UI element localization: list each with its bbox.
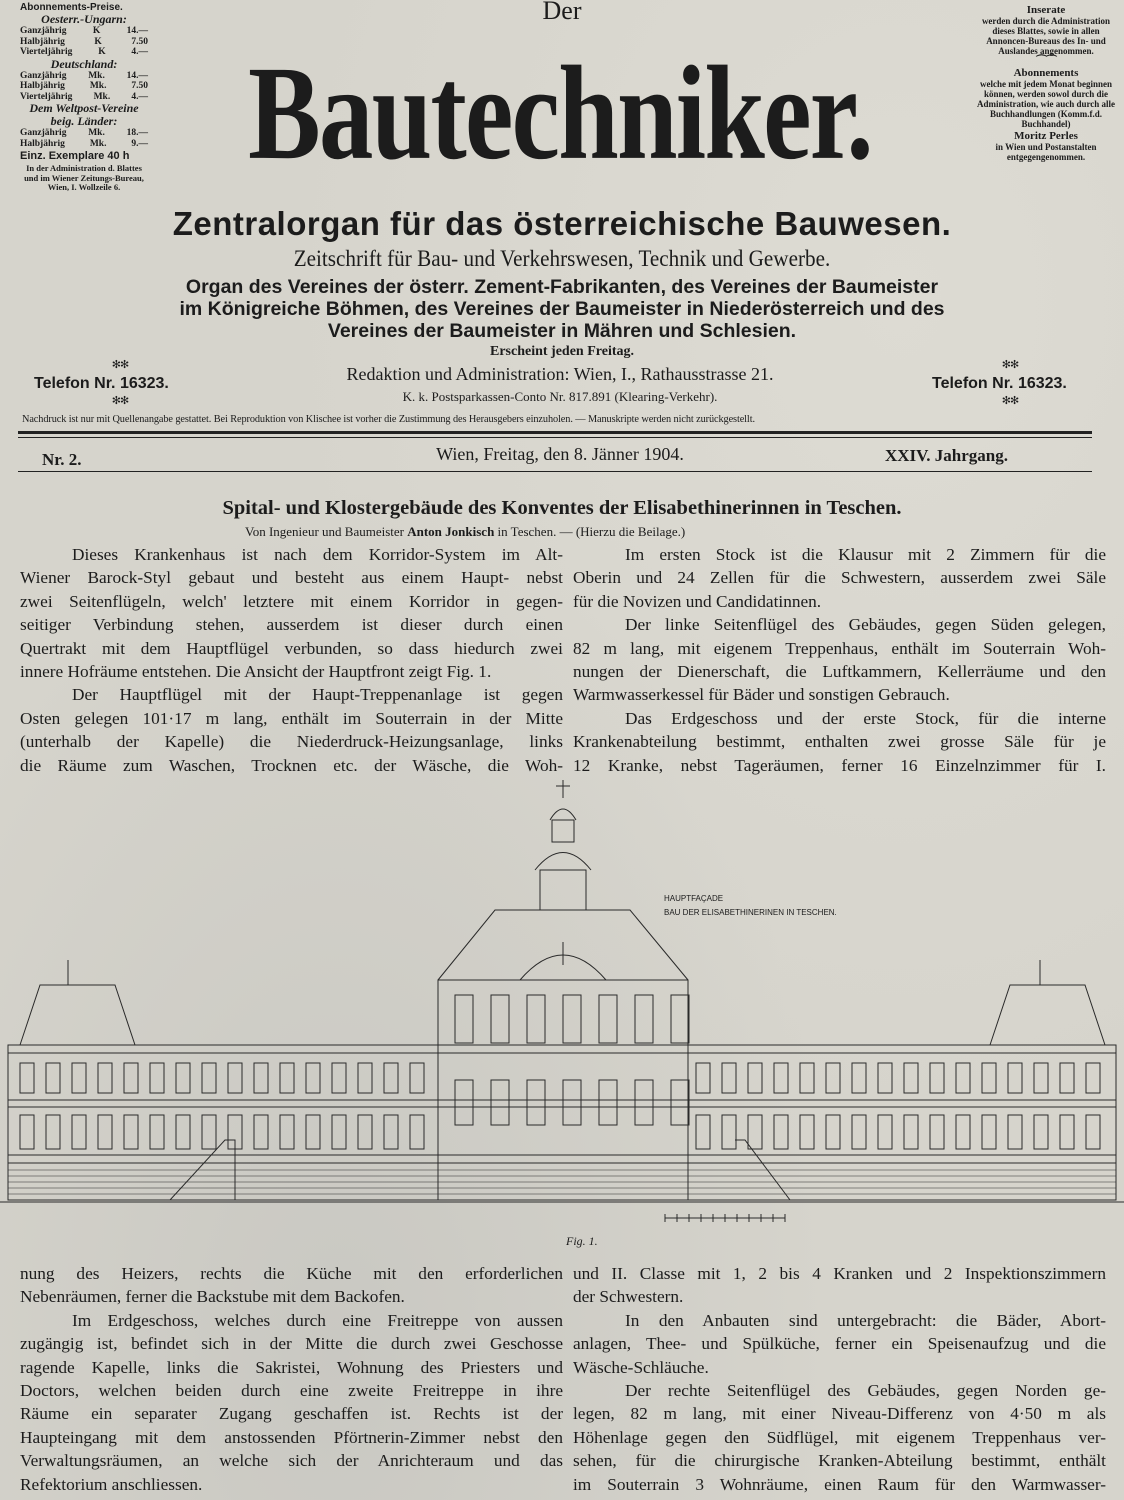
masthead-title: Bautechniker. [248, 38, 872, 188]
article-line: Dieses Krankenhaus ist nach dem Korridor-System im Alt- [72, 545, 563, 564]
article-line: nung des Heizers, rechts die Küche mit den erforderlichen [20, 1264, 563, 1283]
organ-line: Organ des Vereines der österr. Zement-Fabrikanten, des Vereines der Baumeister [185, 276, 939, 298]
byline-suffix: in Teschen. — (Hierzu die Beilage.) [497, 524, 686, 539]
price-amount: 4.— [131, 47, 148, 57]
price-amount: 14.— [126, 70, 148, 81]
price-amount: 18.— [126, 128, 148, 138]
price-period: Halbjährig [20, 36, 65, 47]
article-title: Spital- und Klostergebäude des Konventes der Elisabethinerinnen in Teschen. [222, 497, 902, 519]
divider-rule [18, 437, 1092, 438]
price-currency: Mk. [89, 81, 107, 91]
window [904, 1063, 918, 1093]
window [748, 1115, 762, 1149]
window [124, 1063, 138, 1093]
window [280, 1115, 294, 1149]
central-window [563, 995, 581, 1043]
price-currency: Mk. [88, 70, 105, 81]
column-upper-left [20, 543, 563, 777]
publisher-name: Moritz Perles [1014, 130, 1078, 142]
publication-frequency: Erscheint jeden Freitag. [490, 344, 634, 359]
window [280, 1063, 294, 1093]
issue-volume: XXIV. Jahrgang. [885, 446, 1008, 465]
price-amount: 7.50 [131, 36, 148, 47]
subscriptions-heading: Abonnements [1013, 67, 1079, 79]
reprint-notice: Nachdruck ist nur mit Quellenangabe gestattet. Bei Reproduktion von Klischee ist vorher die Zustimmung des Herausgebers einzuholen. — Manuskripte werden nicht zurückgestellt. [22, 414, 755, 425]
window [1034, 1063, 1048, 1093]
window [254, 1063, 268, 1093]
facade-drawing [0, 780, 1124, 1230]
window [878, 1063, 892, 1093]
prices-heading: Abonnements-Preise. [20, 2, 123, 13]
article-line: zugängig ist, befindet sich in der Mitte die durch zwei Geschosse [20, 1334, 563, 1354]
central-window [635, 1080, 653, 1125]
window [982, 1063, 996, 1093]
window [306, 1063, 320, 1093]
window [1086, 1063, 1100, 1093]
window [878, 1115, 892, 1149]
window [332, 1115, 346, 1149]
article-line: 12 Kranke, nebst Tageräumen, ferner 16 Einzelnzimmer für I. [573, 755, 1106, 775]
window [1034, 1115, 1048, 1149]
price-row [20, 71, 148, 82]
window [20, 1115, 34, 1149]
price-period: Vierteljährig [20, 47, 73, 57]
price-period: Halbjährig [20, 138, 65, 149]
single-copy-price: Einz. Exemplare 40 h [20, 150, 130, 162]
window [826, 1115, 840, 1149]
tower-dome [535, 853, 591, 871]
issue-dateline: Wien, Freitag, den 8. Jänner 1904. [436, 444, 684, 464]
phone-left: Telefon Nr. 16323. [34, 375, 169, 392]
article-line: nungen der Dienerschaft, die Luftkammern, Kellerräume und den [573, 661, 1106, 681]
window [410, 1063, 424, 1093]
window [124, 1115, 138, 1149]
facade-outline [8, 1045, 1116, 1200]
price-currency: Mk. [88, 128, 105, 138]
central-window [599, 995, 617, 1043]
administration-note: In der Administration d. Blattes und im Wiener Zeitungs-Bureau, Wien, I. Wollzeile 6. [24, 163, 144, 192]
central-window [455, 1080, 473, 1125]
window [852, 1115, 866, 1149]
window [722, 1063, 736, 1093]
phone-right: Telefon Nr. 16323. [932, 375, 1067, 392]
lantern [552, 820, 574, 842]
article-line: im Souterrain 3 Wohnräume, einen Raum für den Warmwasser- [573, 1474, 1106, 1494]
price-amount: 14.— [126, 26, 148, 36]
divider-rule [18, 431, 1092, 434]
article-line: Der rechte Seitenflügel des Gebäudes, gegen Norden ge- [625, 1380, 1106, 1400]
window [1008, 1115, 1022, 1149]
price-period: Vierteljährig [20, 91, 73, 102]
central-window [527, 995, 545, 1043]
window [904, 1115, 918, 1149]
byline-author: Anton Jonkisch [407, 524, 495, 539]
window [46, 1115, 60, 1149]
window [384, 1115, 398, 1149]
ornament-icon: ⌒⌒ [1036, 55, 1056, 67]
price-row [20, 47, 148, 58]
article-line: anlagen, Thee- und Spülküche, ferner ein Speisenaufzug und die [573, 1334, 1106, 1354]
central-window [599, 1080, 617, 1125]
ornament-icon: ✻✻ [1001, 359, 1019, 371]
organ-line: im Königreiche Böhmen, des Vereines der Baumeister in Niederösterreich und des [179, 298, 945, 320]
price-amount: 4.— [131, 91, 148, 102]
lantern-dome [550, 809, 576, 820]
article-line: Höhenlage gegen den Südflügel, mit eigenem Treppenhaus ver- [573, 1427, 1106, 1447]
price-currency: K [92, 26, 101, 36]
window [696, 1063, 710, 1093]
price-row [20, 81, 148, 92]
central-window [491, 995, 509, 1043]
article-line: Der Hauptflügel mit der Haupt-Treppenanlage ist gegen [72, 685, 563, 705]
price-period: Halbjährig [20, 81, 65, 91]
window [46, 1063, 60, 1093]
column-lower-right [573, 1262, 1106, 1496]
window [384, 1063, 398, 1093]
window [722, 1115, 736, 1149]
article-line: ragende Kapelle, links die Sakristei, Wohnung des Priesters und [20, 1357, 563, 1377]
window [930, 1063, 944, 1093]
article-line: Wäsche-Schläuche. [573, 1357, 709, 1377]
postal-account: K. k. Postsparkassen-Conto Nr. 817.891 (Klearing-Verkehr). [402, 389, 718, 404]
column-upper-right [573, 543, 1106, 777]
price-region: Deutschland: [50, 56, 118, 71]
article-line: Refektorium anschliessen. [20, 1474, 203, 1494]
price-region: Dem Weltpost-Vereine beig. Länder: [29, 101, 139, 128]
byline-prefix: Von Ingenieur und Baumeister [245, 524, 404, 539]
article-line: Osten gelegen 101·17 m lang, enthält im Souterrain in der Mitte [20, 708, 563, 728]
central-window [527, 1080, 545, 1125]
window [748, 1063, 762, 1093]
article-line: Im Erdgeschoss, welches durch eine Freitreppe von aussen [72, 1310, 563, 1330]
window [956, 1115, 970, 1149]
advertisements-box [975, 4, 1117, 162]
window [774, 1115, 788, 1149]
ornament-icon: ✻✻ [111, 395, 129, 407]
price-period: Ganzjährig [20, 26, 67, 36]
window [696, 1115, 710, 1149]
organ-line: Vereines der Baumeister in Mähren und Schlesien. [327, 320, 797, 342]
article-line: und II. Classe mit 1, 2 bis 4 Kranken und 2 Inspektionszimmern [573, 1264, 1106, 1283]
masthead-der: Der [542, 0, 582, 25]
window [930, 1115, 944, 1149]
window [982, 1115, 996, 1149]
window [332, 1063, 346, 1093]
figure-caption: Fig. 1. [566, 1234, 598, 1248]
window [852, 1063, 866, 1093]
article-line: (unterhalb der Kapelle) die Niederdruck-Heizungsanlage, links [20, 732, 563, 752]
article-line: Doctors, welchen beiden durch eine zweite Freitreppe in ihre [20, 1380, 563, 1400]
window [20, 1063, 34, 1093]
tower [540, 870, 586, 910]
window [1086, 1115, 1100, 1149]
price-amount: 7.50 [131, 81, 148, 91]
ornament-icon: ✻✻ [1001, 395, 1019, 407]
article-line: sehen, für die chirurgische Kranken-Abteilung bestimmt, enthält [573, 1451, 1106, 1471]
price-period: Ganzjährig [20, 128, 67, 138]
article-line: seitiger Verbindung stehen, ausserdem ist dieser durch einen [20, 615, 563, 635]
article-line: legen, 82 m lang, mit einer Niveau-Differenz von 4·50 m als [573, 1404, 1106, 1424]
window [774, 1063, 788, 1093]
price-currency: K [98, 47, 106, 57]
window [254, 1115, 268, 1149]
window [228, 1063, 242, 1093]
window [98, 1115, 112, 1149]
article-line: Nebenräumen, ferner die Backstube mit dem Backofen. [20, 1287, 405, 1307]
editorial-address: Redaktion und Administration: Wien, I., Rathausstrasse 21. [346, 364, 774, 384]
article-line: Verwaltungsräumen, an welche sich der Anrichteraum und das [20, 1451, 563, 1471]
figure-label-line: HAUPTFAÇADE [664, 894, 724, 903]
window [410, 1115, 424, 1149]
central-window [671, 1080, 689, 1125]
article-line: Haupteingang mit dem anstossenden Pförtnerin-Zimmer nebst den [20, 1427, 563, 1447]
article-line: Das Erdgeschoss und der erste Stock, für die interne [625, 708, 1106, 728]
window [150, 1115, 164, 1149]
price-currency: Mk. [93, 91, 111, 102]
ads-heading: Inserate [1026, 4, 1066, 16]
left-pavilion-roof [20, 985, 135, 1045]
window [1060, 1115, 1074, 1149]
window [72, 1115, 86, 1149]
article-line: Im ersten Stock ist die Klausur mit 2 Zimmern für die [625, 545, 1106, 564]
article-line: Krankenabteilung bestimmt, enthalten zwei grosse Säle für je [573, 732, 1106, 752]
window [306, 1115, 320, 1149]
article-line: der Schwestern. [573, 1287, 684, 1307]
article-line: Oberin und 24 Zellen für die Schwestern, ausserdem zwei Säle [573, 568, 1106, 588]
divider-rule [18, 471, 1092, 472]
window [150, 1063, 164, 1093]
window [72, 1063, 86, 1093]
price-row [20, 139, 148, 150]
masthead-subtitle: Zentralorgan für das österreichische Bauwesen. [172, 205, 952, 242]
column-lower-left [20, 1262, 563, 1496]
article-line: Der linke Seitenflügel des Gebäudes, gegen Süden gelegen, [625, 615, 1106, 635]
window [358, 1115, 372, 1149]
article-byline [245, 524, 685, 540]
window [800, 1115, 814, 1149]
figure-label-line: BAU DER ELISABETHINERINEN IN TESCHEN. [664, 908, 837, 917]
central-window [635, 995, 653, 1043]
article-line: Wiener Barock-Styl gebaut und besteht aus einem Haupt- nebst [20, 568, 563, 588]
right-pavilion-roof [990, 985, 1105, 1045]
article-line: zwei Seitenflügeln, welch' letztere mit einem Korridor in gegen- [20, 591, 563, 611]
issue-number: Nr. 2. [42, 450, 82, 469]
window [1060, 1063, 1074, 1093]
window [202, 1115, 216, 1149]
central-window [563, 1080, 581, 1125]
publisher-text: in Wien und Postanstalten entgegengenommen. [995, 142, 1097, 162]
ads-text: werden durch die Administration dieses Blattes, sowie in allen Annoncen-Bureaus des In- und Auslandes angenommen. [981, 16, 1111, 56]
article-line: die Räume zum Waschen, Trocknen etc. der Wäsche, die Woh- [20, 755, 563, 775]
price-currency: K [94, 36, 102, 47]
article-line: für die Novizen und Candidatinnen. [573, 591, 822, 611]
window [1008, 1063, 1022, 1093]
article-line: Räume ein separater Zugang geschaffen ist. Rechts ist der [20, 1404, 563, 1424]
article-line: In den Anbauten sind untergebracht: die Bäder, Abort- [625, 1310, 1106, 1330]
article-line: innere Hofräume entstehen. Die Ansicht der Hauptfront zeigt Fig. 1. [20, 661, 492, 681]
central-window [491, 1080, 509, 1125]
central-window [671, 995, 689, 1043]
masthead-tagline: Zeitschrift für Bau- und Verkehrswesen, Technik und Gewerbe. [293, 246, 831, 271]
window [956, 1063, 970, 1093]
article-line: Warmwasserkessel für Bäder und sonstigen Gebrauch. [573, 685, 950, 705]
price-period: Ganzjährig [20, 70, 67, 81]
window [202, 1063, 216, 1093]
window [176, 1063, 190, 1093]
subscription-prices-box [20, 2, 148, 193]
price-row [20, 37, 148, 48]
price-region: Oesterr.-Ungarn: [41, 12, 127, 26]
window [358, 1063, 372, 1093]
window [826, 1063, 840, 1093]
article-line: 82 m lang, mit eigenem Treppenhaus, enthält im Souterrain Woh- [573, 638, 1106, 658]
price-row [20, 128, 148, 139]
organ-statement [10, 276, 1114, 342]
price-currency: Mk. [89, 138, 107, 149]
article-line: Quertrakt mit dem Hauptflügel verbunden, so dass hiedurch zwei [20, 638, 563, 658]
central-window [455, 995, 473, 1043]
ornament-icon: ✻✻ [111, 359, 129, 371]
window [800, 1063, 814, 1093]
price-row [20, 26, 148, 37]
window [176, 1115, 190, 1149]
price-amount: 9.— [131, 138, 148, 149]
window [98, 1063, 112, 1093]
subscriptions-text: welche mit jedem Monat beginnen können, werden sowol durch die Administration, wie auch durch alle Buchhandlungen (Komm.f.d. Buchhandel) [976, 79, 1116, 129]
